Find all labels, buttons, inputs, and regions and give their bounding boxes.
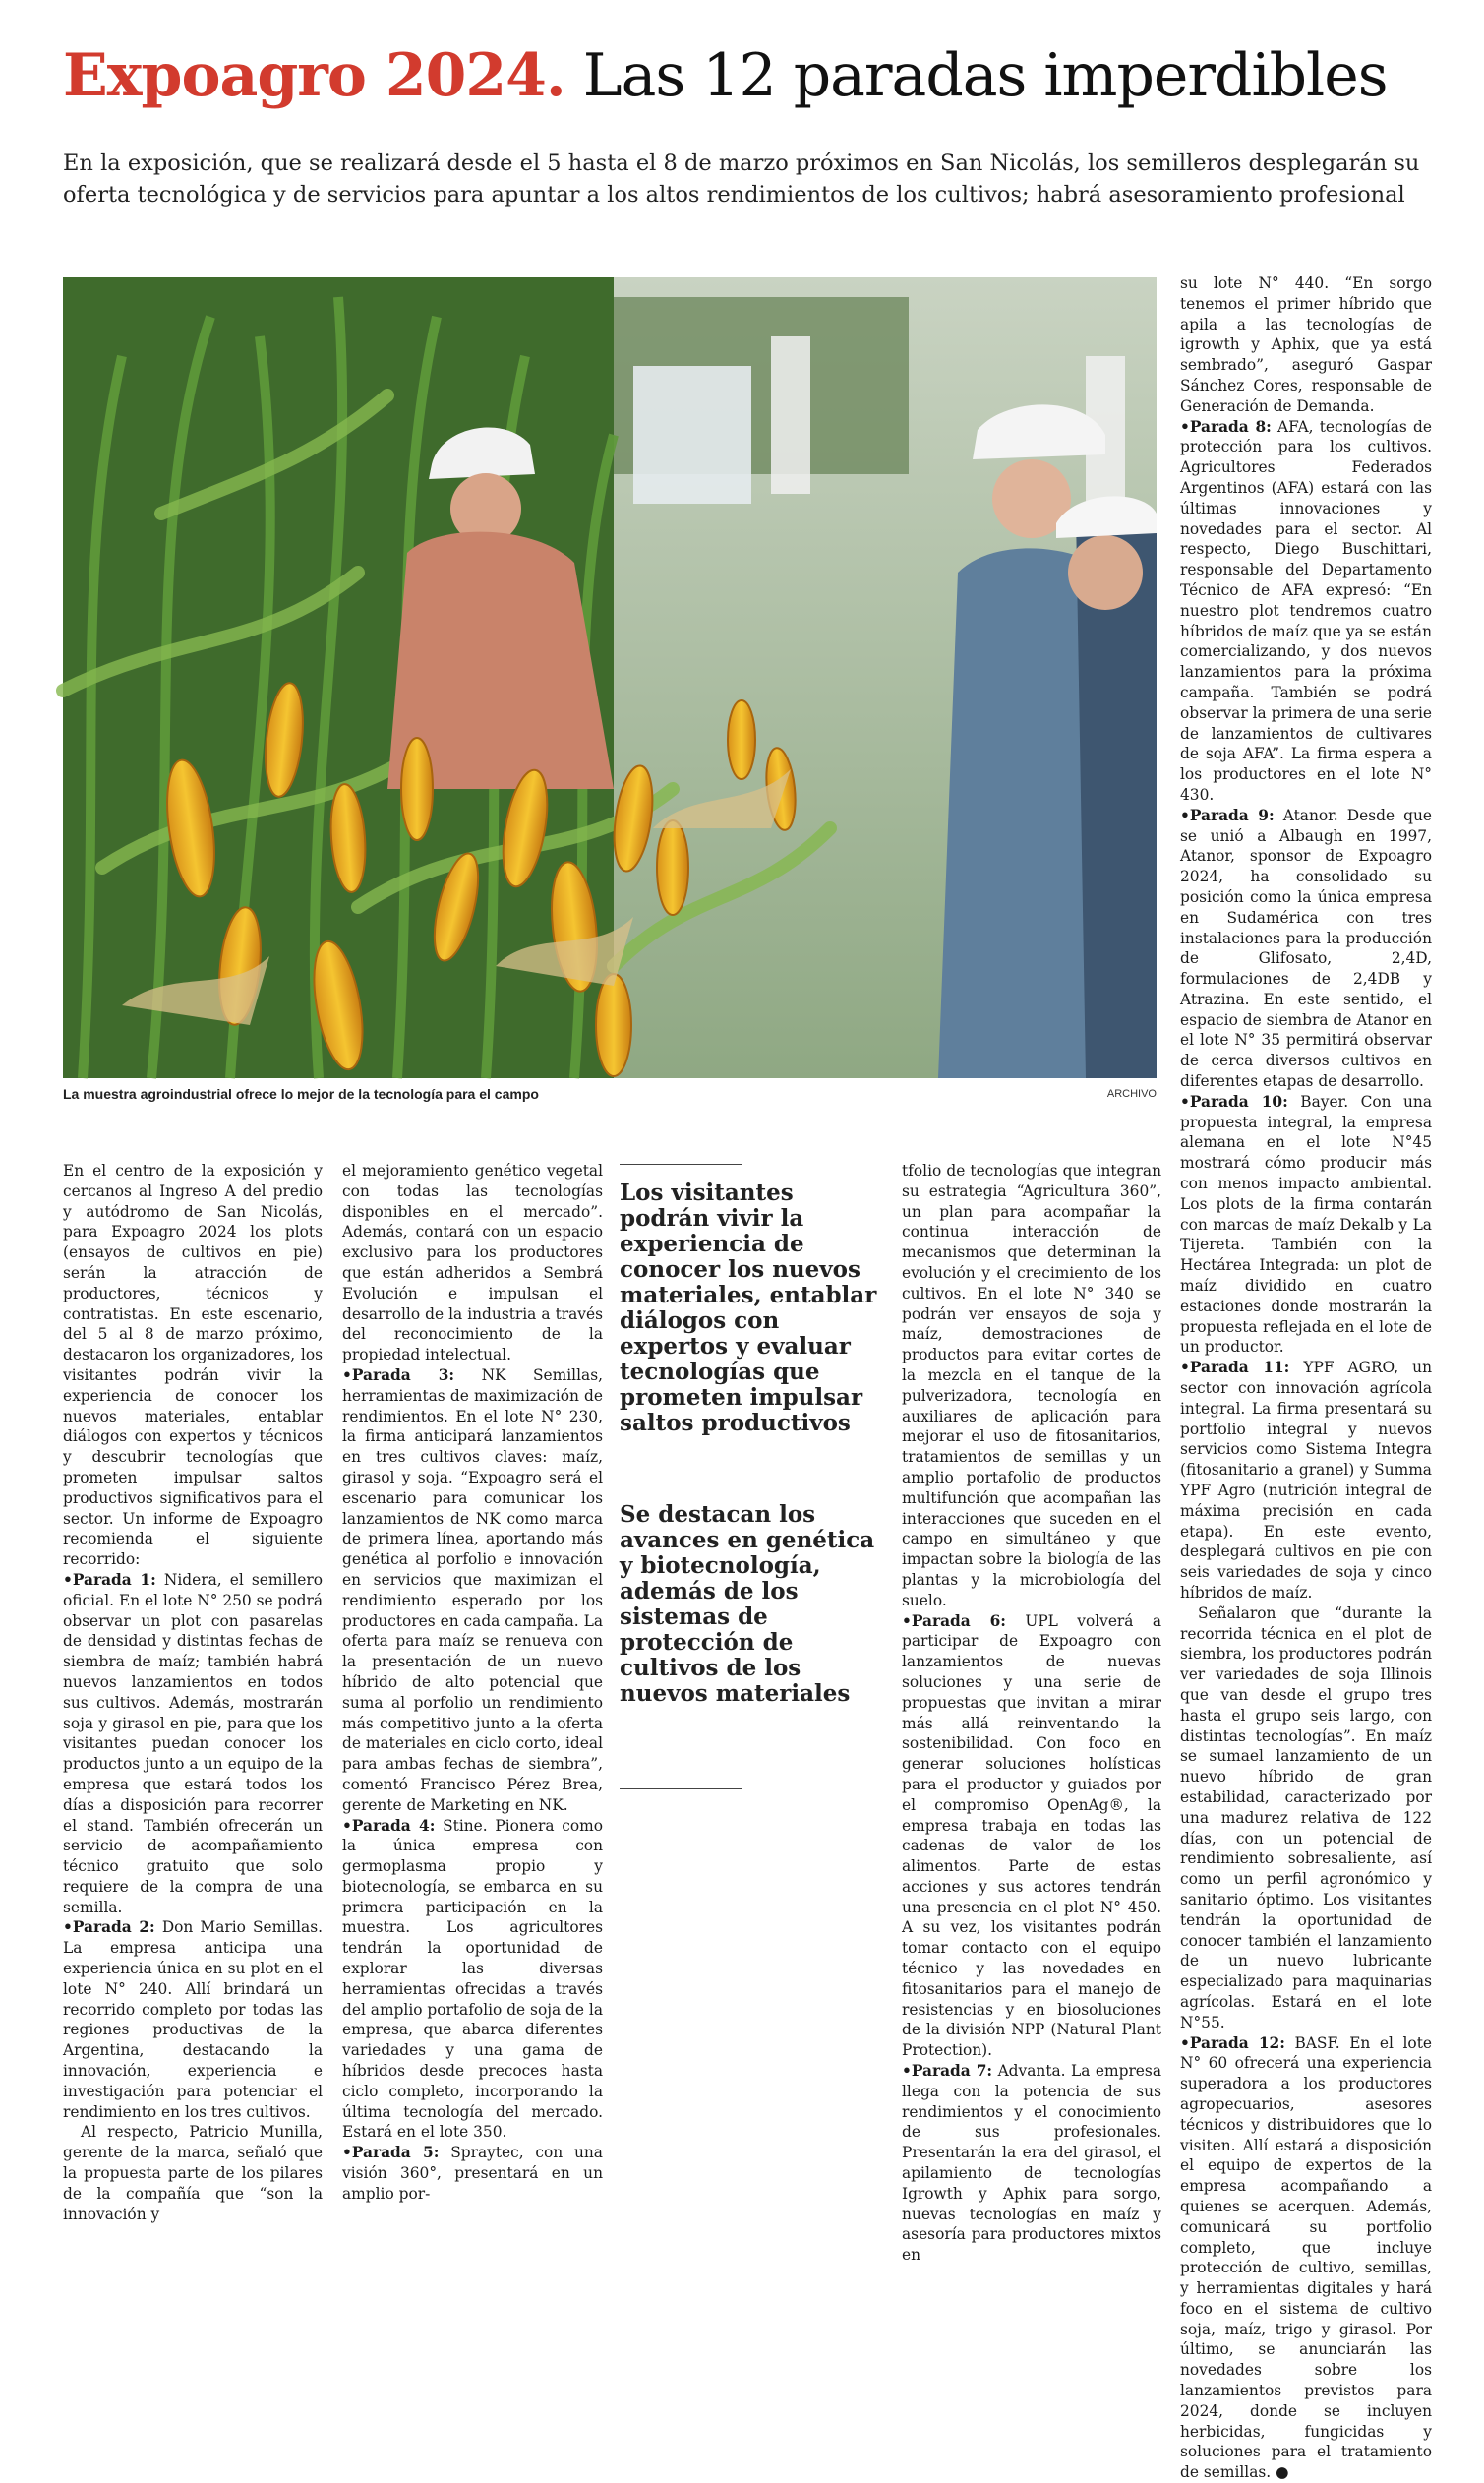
paragraph-text: NK Semillas, herramientas de maximización de rendimientos. En el lote N° 230, la firma anticipará lanzamientos en tres cultivos claves: maíz, girasol y soja. “Expoagro será el escenario para comunicar los lanzamientos de NK como marca de primera línea, aportando más genética al porfolio e innovación en servicios que maximizan el rendimiento esperado por los productores en cada campaña. La oferta para maíz se renueva con la presentación de un nuevo híbrido de alto potencial que suma al porfolio un rendimiento más competitivo junto a la oferta de materiales en ciclo corto, ideal para ambas fechas de siembra”, comentó Francisco Pérez Brea, gerente de Marketing en NK.	[342, 1365, 603, 1814]
parada-label: •Parada 10:	[1180, 1092, 1288, 1111]
article-column-5	[1180, 273, 1432, 2482]
cornfield-photo-illustration	[63, 277, 1157, 1078]
paragraph	[1180, 1604, 1432, 2033]
photo-caption: La muestra agroindustrial ofrece lo mejor de la tecnología para el campo	[63, 1086, 539, 1102]
parada-label: •Parada 11:	[1180, 1359, 1290, 1377]
paragraph-text: tfolio de tecnologías que integran su estrategia “Agricultura 360”, un plan para acompañar la continua interacción de mecanismos que determinan la evolución y el crecimiento de los cultivos. En el lote N° 340 se podrán ver ensayos de soja y maíz, demostraciones de productos para evitar cortes de la mezcla en el tanque de la pulverizadora, tecnología en auxiliares de aplicación para mejorar el uso de fitosanitarios, tratamientos de semillas y un amplio portafolio de productos multifunción que acompañan las interacciones que suceden en el campo en simultáneo y que impactan sobre la biología de las plantas y la microbiología del suelo.	[902, 1162, 1161, 1609]
paragraph	[342, 1816, 603, 2144]
parada-label: •Parada 6:	[902, 1611, 1006, 1630]
paragraph	[902, 2061, 1161, 2266]
pullquote-2: Se destacan los avances en genética y biotecnología, además de los sistemas de protección de cultivos de los nuevos materiales	[620, 1501, 875, 1707]
headline	[63, 35, 1430, 116]
paragraph-text: Bayer. Con una propuesta integral, la empresa alemana en el lote N°45 mostrará cómo producir más con menos impacto ambiental. Los plots de la firma contarán con marcas de maíz Dekalb y La Tijereta. También con la Hectárea Integrada: un plot de maíz dividido en cuatro estaciones donde mostrarán la propuesta reflejada en el lote de un productor.	[1180, 1092, 1432, 1357]
paragraph-text: Don Mario Semillas. La empresa anticipa una experiencia única en su plot en el lote N° 240. Allí brindará un recorrido completo por todas las regiones productivas de la Argentina, destacando la innovación, experiencia e investigación para potenciar el rendimiento en los tres cultivos.	[63, 1918, 323, 2121]
paragraph-text: Al respecto, Patricio Munilla, gerente de la marca, señaló que la propuesta parte de los pilares de la compañía que “son la innovación y	[63, 2123, 323, 2223]
parada-label: •Parada 2:	[63, 1918, 155, 1937]
pullquote-rule-top	[620, 1164, 742, 1165]
photo-credit: ARCHIVO	[1106, 1088, 1157, 1100]
paragraph	[63, 1917, 323, 2122]
paragraph	[63, 1161, 323, 1570]
article-column-1	[63, 1161, 324, 2223]
paragraph	[1180, 1358, 1432, 1604]
paragraph	[342, 1161, 603, 1365]
parada-label: •Parada 1:	[63, 1570, 156, 1589]
main-photo	[63, 277, 1157, 1078]
paragraph-text: el mejoramiento genético vegetal con todas las tecnologías disponibles en el mercado”. Además, contará con un espacio exclusivo para los productores que están adheridos a Sembrá Evolución e impulsan el desarrollo de la industria a través del reconocimiento de la propiedad intelectual.	[342, 1162, 603, 1364]
paragraph-text: Nidera, el semillero oficial. En el lote N° 250 se podrá observar un plot con pasarelas de densidad y distintas fechas de siembra de maíz; también habrá nuevos lanzamientos en todos sus cultivos. Además, mostrarán soja y girasol en pie, para que los visitantes puedan conocer los productos junto a un equipo de la empresa que estará todos los días a disposición para recorrer el stand. También ofrecerán un servicio de acompañamiento técnico gratuito que solo requiere de la compra de una semilla.	[63, 1570, 324, 1916]
parada-label: •Parada 9:	[1180, 806, 1275, 824]
paragraph	[1180, 1092, 1432, 1358]
article-column-4	[902, 1161, 1161, 2265]
paragraph	[1180, 417, 1432, 806]
paragraph	[63, 1570, 323, 1918]
parada-label: •Parada 3:	[342, 1365, 455, 1384]
paragraph-text: Atanor. Desde que se unió a Albaugh en 1997, Atanor, sponsor de Expoagro 2024, ha consolidado su posición como la única empresa en Sudamérica con tres instalaciones para la producción de Glifosato, 2,4D, formulaciones de 2,4DB y Atrazina. En este sentido, el espacio de siembra de Atanor en el lote N° 35 permitirá observar de cerca diversos cultivos en diferentes etapas de desarrollo.	[1180, 806, 1432, 1091]
article-column-2	[342, 1161, 604, 2203]
paragraph-text: BASF. En el lote N° 60 ofrecerá una experiencia superadora a los productores agropecuarios, asesores técnicos y distribuidores que lo visiten. Allí estará a disposición el equipo de expertos de la empresa acompañando a quienes se acerquen. Además, comunicará su portfolio completo, que incluye protección de cultivo, semillas, y herramientas digitales y hará foco en el sistema de cultivo soja, maíz, trigo y girasol. Por último, se anunciarán las novedades sobre los lanzamientos previstos para 2024, donde se incluyen herbicidas, fungicidas y soluciones para el tratamiento de semillas. ●	[1180, 2033, 1432, 2482]
paragraph-text: Advanta. La empresa llega con la potencia de sus rendimientos y el conocimiento de sus profesionales. Presentarán la era del girasol, el apilamiento de tecnologías Igrowth y Aphix para sorgo, nuevas tecnologías en maíz y asesoría para productores mixtos en	[902, 2062, 1161, 2265]
paragraph-text: Señalaron que “durante la recorrida técnica en el plot de siembra, los productores podrán ver variedades de soja Illinois que van desde el grupo tres hasta el grupo seis largo, con distintas tecnologías”. En maíz se sumael lanzamiento de un nuevo híbrido de gran estabilidad, caracterizado por una madurez relativa de 122 días, con un potencial de rendimiento sobresaliente, así como un perfil agronómico y sanitario óptimo. Los visitantes tendrán la oportunidad de conocer también el lanzamiento de un nuevo lubricante especializado para maquinarias agrícolas. Estará en el lote N°55.	[1180, 1604, 1432, 2031]
paragraph-text: Spraytec, con una visión 360°, presentará en un amplio por-	[342, 2144, 603, 2203]
paragraph-text: AFA, tecnologías de protección para los cultivos. Agricultores Federados Argentinos (AFA) estará con las últimas innovaciones y novedades para el sector. Al respecto, Diego Buschittari, responsable del Departamento Técnico de AFA expresó: “En nuestro plot tendremos cuatro híbridos de maíz que ya se están comercializando, y dos nuevos lanzamientos para la próxima campaña. También se podrá observar la primera de una serie de lanzamientos de cultivares de soja AFA”. La firma espera a los productores en el lote N° 430.	[1180, 417, 1432, 804]
paragraph-text: Stine. Pionera como la única empresa con germoplasma propio y biotecnología, se embarca en su primera participación en la muestra. Los agricultores tendrán la oportunidad de explorar las diversas herramientas ofrecidas a través del amplio portafolio de soja de la empresa, que abarca diferentes variedades y una gama de híbridos desde precoces hasta ciclo completo, incorporando la última tecnología del mercado. Estará en el lote 350.	[342, 1816, 604, 2142]
paragraph	[1180, 2033, 1432, 2483]
paragraph-text: YPF AGRO, un sector con innovación agrícola integral. La firma presentará su portfolio integral y nuevos servicios como Sistema Integra (fitosanitario a granel) y Summa YPF Agro (nutrición integral de máxima precisión en cada etapa). En este evento, desplegará cultivos en pie con seis variedades de soja y cinco híbridos de maíz.	[1180, 1359, 1432, 1602]
paragraph	[1180, 273, 1432, 417]
parada-label: •Parada 5:	[342, 2144, 440, 2162]
paragraph	[902, 1161, 1161, 1611]
parada-label: •Parada 7:	[902, 2062, 993, 2081]
paragraph	[902, 1611, 1161, 2062]
dek: En la exposición, que se realizará desde el 5 hasta el 8 de marzo próximos en San Nicolás, los semilleros desplegarán su oferta tecnológica y de servicios para apuntar a los altos rendimientos de los cultivos; habrá asesoramiento profesional	[63, 151, 1420, 208]
paragraph-text: En el centro de la exposición y cercanos al Ingreso A del predio y autódromo de San Nicolás, para Expoagro 2024 los plots (ensayos de cultivos en pie) serán la atracción de productores, técnicos y contratistas. En este escenario, del 5 al 8 de marzo próximo, destacaron los organizadores, los visitantes podrán vivir la experiencia de conocer los nuevos materiales, entablar diálogos con expertos y técnicos y descubrir tecnologías que prometen impulsar saltos productivos significativos para el sector. Un informe de Expoagro recomienda el siguiente recorrido:	[63, 1162, 323, 1569]
parada-label: •Parada 4:	[342, 1816, 436, 1835]
pullquote-1: Los visitantes podrán vivir la experiencia de conocer los nuevos materiales, entablar diálogos con expertos y evaluar tecnologías que prometen impulsar saltos productivos	[620, 1180, 877, 1436]
parada-label: •Parada 8:	[1180, 417, 1272, 436]
paragraph	[1180, 806, 1432, 1092]
headline-rest: Las 12 paradas imperdibles	[582, 41, 1388, 110]
pullquote-rule-bottom	[620, 1788, 742, 1789]
paragraph	[63, 2122, 323, 2224]
headline-lead: Expoagro 2024.	[63, 41, 565, 110]
paragraph	[342, 2143, 603, 2204]
paragraph-text: UPL volverá a participar de Expoagro con lanzamientos de nuevas soluciones y una serie de propuestas que invitan a mirar más allá reinventando la sostenibilidad. Con foco en generar soluciones holísticas para el productor y guiados por el compromiso OpenAg®, la empresa trabaja en todas las cadenas de valor de los alimentos. Parte de estas acciones y sus actores tendrán una presencia en el plot N° 450. A su vez, los visitantes podrán tomar contacto con el equipo técnico y las novedades en fitosanitarios para el manejo de resistencias y en biosoluciones de la división NPP (Natural Plant Protection).	[902, 1611, 1161, 2060]
paragraph-text: su lote N° 440. “En sorgo tenemos el primer híbrido que apila a las tecnologías de igrowth y Aphix, que ya está sembrado”, aseguró Gaspar Sánchez Cores, responsable de Generación de Demanda.	[1180, 274, 1432, 415]
paragraph	[342, 1365, 603, 1816]
parada-label: •Parada 12:	[1180, 2033, 1285, 2052]
